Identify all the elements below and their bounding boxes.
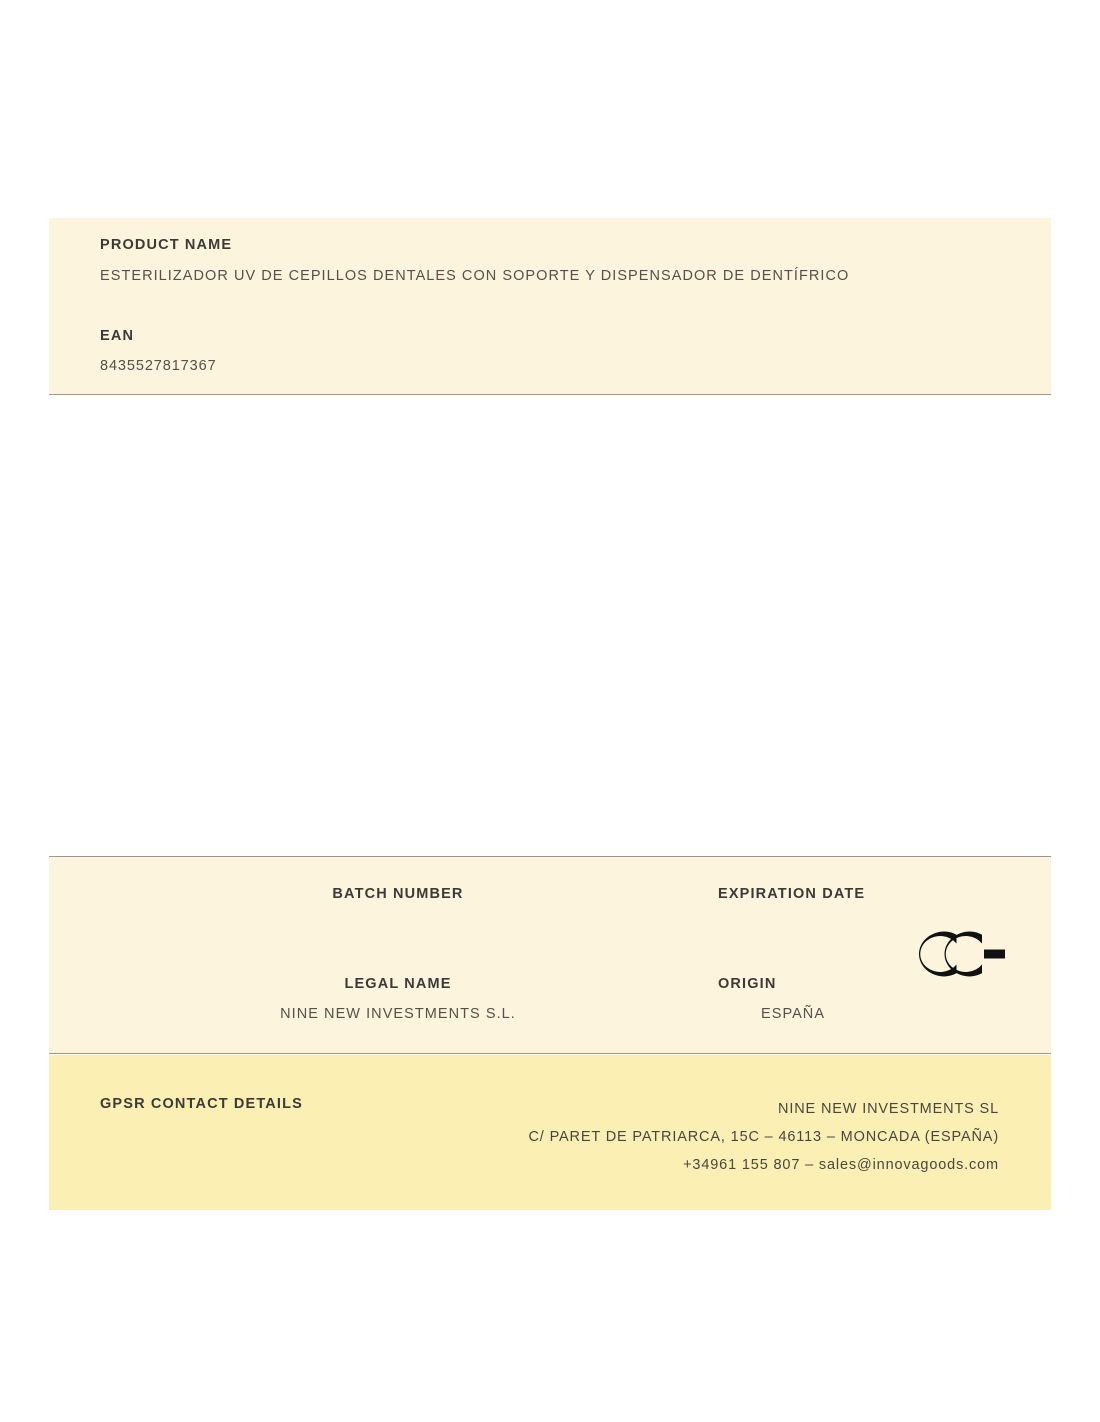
origin-value: ESPAÑA: [761, 1006, 826, 1022]
expiration-date-label: EXPIRATION DATE: [718, 886, 866, 902]
product-name-label: PRODUCT NAME: [100, 237, 233, 253]
gpsr-contact-label: GPSR CONTACT DETAILS: [100, 1096, 303, 1112]
ean-label: EAN: [100, 328, 135, 344]
gpsr-contact-block: [49, 1055, 1051, 1210]
blank-content-area: [49, 395, 1051, 856]
product-info-block: [49, 218, 1051, 395]
legal-name-value: NINE NEW INVESTMENTS S.L.: [280, 1006, 516, 1022]
gpsr-address: C/ PARET DE PATRIARCA, 15C – 46113 – MONCADA (ESPAÑA): [528, 1129, 999, 1145]
origin-label: ORIGIN: [718, 976, 777, 992]
batch-number-label: BATCH NUMBER: [332, 886, 464, 902]
gpsr-company-name: NINE NEW INVESTMENTS SL: [778, 1101, 999, 1117]
product-name-value: ESTERILIZADOR UV DE CEPILLOS DENTALES CON SOPORTE Y DISPENSADOR DE DENTÍFRICO: [100, 268, 850, 284]
ce-marking-icon: [904, 923, 1024, 985]
batch-legal-info-block: [49, 856, 1051, 1054]
ean-value: 8435527817367: [100, 358, 217, 374]
gpsr-contact-details: [528, 1095, 999, 1179]
gpsr-phone-email: +34961 155 807 – sales@innovagoods.com: [683, 1157, 999, 1173]
legal-name-label: LEGAL NAME: [344, 976, 452, 992]
